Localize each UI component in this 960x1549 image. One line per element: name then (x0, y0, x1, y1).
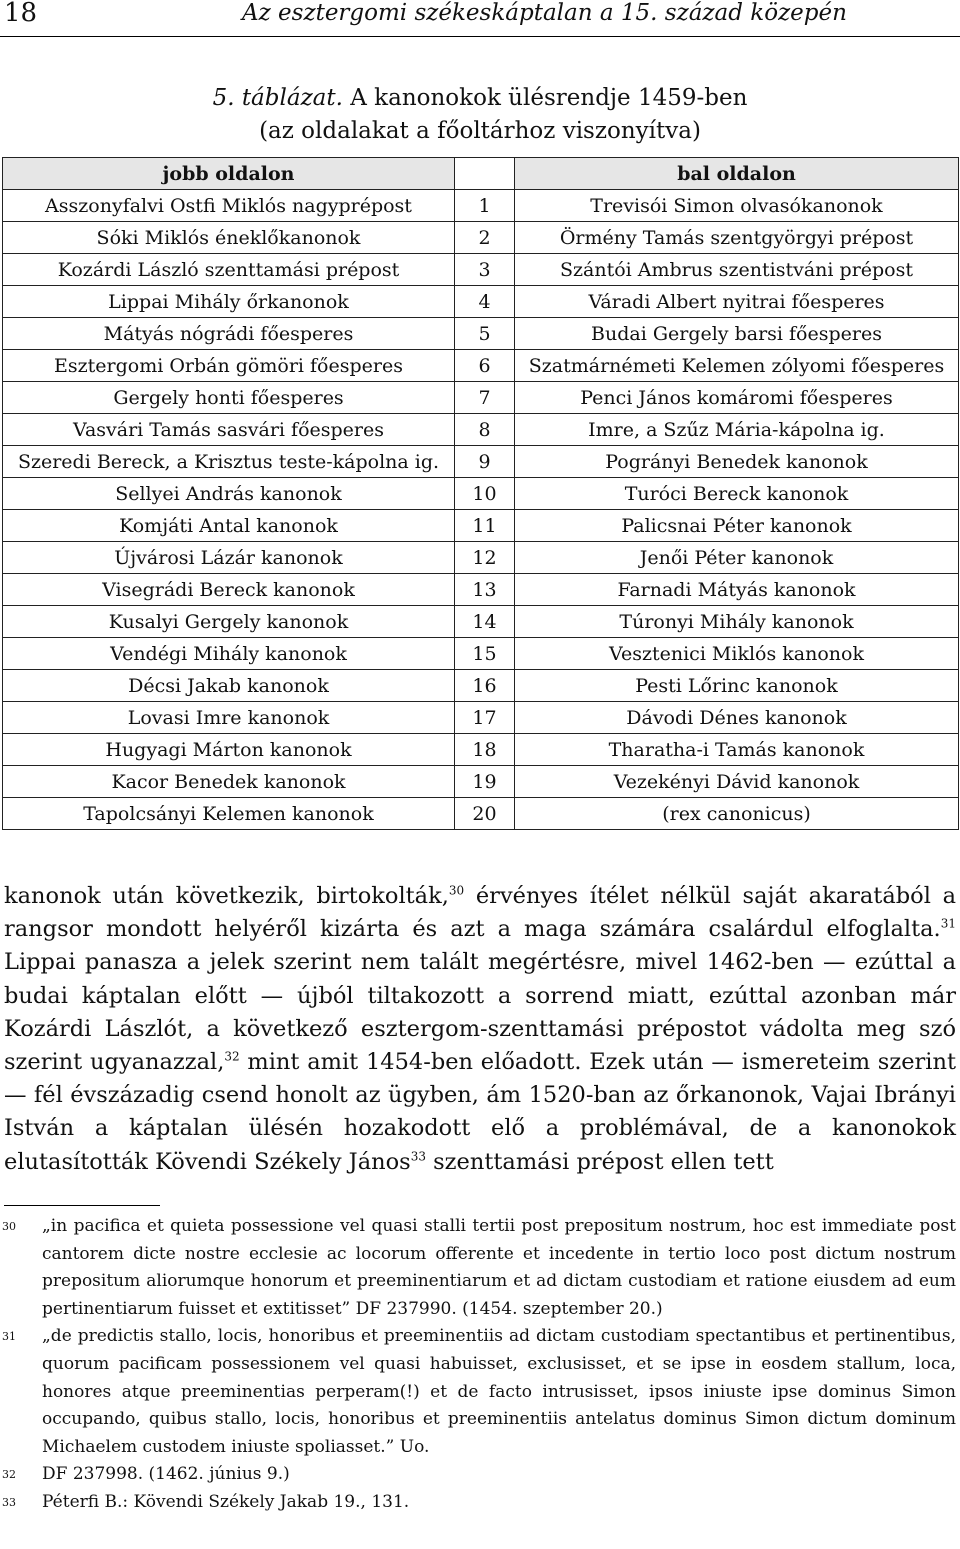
footnote-text: Péterfi B.: Kövendi Székely Jakab 19., 131. (42, 1491, 410, 1512)
seat-right-cell: Sóki Miklós éneklőkanonok (3, 222, 455, 254)
seat-left-cell: Budai Gergely barsi főesperes (515, 318, 959, 350)
seat-number-cell: 2 (455, 222, 515, 254)
footnote-number: 31 (2, 1330, 16, 1344)
footnote-text: „in pacifica et quieta possessione vel quasi stalli tertii post prepositum nostrum, hoc est immediate post cantorem dicte nostre ecclesie ac locorum offerente et incedente in tertio loco post dictum nostrum prepositum aliorumque honorum et preeminentiarum et ad dictam custodiam et ratione eiusdem ad eum pertinentiarum fuisset et extitisset” DF 237990. (1454. szeptember 20.) (42, 1216, 956, 1319)
seat-left-cell: Vesztenici Miklós kanonok (515, 638, 959, 670)
header-right-side: jobb oldalon (3, 158, 455, 190)
seat-left-cell: Dávodi Dénes kanonok (515, 702, 959, 734)
table-row (3, 318, 959, 350)
table-row (3, 222, 959, 254)
seat-right-cell: Hugyagi Márton kanonok (3, 734, 455, 766)
footnote-rule (4, 1205, 160, 1206)
table-row (3, 542, 959, 574)
header-number (455, 158, 515, 190)
footnote-number: 33 (2, 1495, 16, 1509)
seat-right-cell: Gergely honti főesperes (3, 382, 455, 414)
seat-right-cell: Visegrádi Bereck kanonok (3, 574, 455, 606)
seat-left-cell: Palicsnai Péter kanonok (515, 510, 959, 542)
seat-number-cell: 14 (455, 606, 515, 638)
caption-line-2: (az oldalakat a főoltárhoz viszonyítva) (259, 118, 701, 144)
seat-left-cell: Turóci Bereck kanonok (515, 478, 959, 510)
page-number: 18 (4, 0, 38, 28)
footnote-number: 32 (2, 1468, 16, 1482)
seat-left-cell: Pogrányi Benedek kanonok (515, 446, 959, 478)
seat-number-cell: 18 (455, 734, 515, 766)
footnote-ref[interactable]: 32 (224, 1049, 240, 1064)
seat-right-cell: Kozárdi László szenttamási prépost (3, 254, 455, 286)
seat-number-cell: 20 (455, 798, 515, 830)
table-label: 5. táblázat. (212, 85, 343, 111)
footnote-number: 30 (2, 1220, 16, 1233)
seat-number-cell: 9 (455, 446, 515, 478)
table-row (3, 766, 959, 798)
seat-left-cell: Túronyi Mihály kanonok (515, 606, 959, 638)
table-row (3, 670, 959, 702)
seat-right-cell: Kacor Benedek kanonok (3, 766, 455, 798)
seat-right-cell: Lippai Mihály őrkanonok (3, 286, 455, 318)
seat-number-cell: 1 (455, 190, 515, 222)
seat-number-cell: 5 (455, 318, 515, 350)
seat-left-cell: Farnadi Mátyás kanonok (515, 574, 959, 606)
text-segment: mint amit 1454-ben előadott. Ezek után — ismereteim szerint — fél évszázadig csend honolt az ügyben, ám 1520-ban az őrkanonok, Vajai Ibrányi István a káptalan ülésén hozakodott elő a problémával, de a kanonokok elutasították Kövendi Székely János (4, 1049, 956, 1175)
seat-left-cell: Szatmárnémeti Kelemen zólyomi főesperes (515, 350, 959, 382)
seat-right-cell: Asszonyfalvi Ostfi Miklós nagyprépost (3, 190, 455, 222)
seat-right-cell: Vasvári Tamás sasvári főesperes (3, 414, 455, 446)
seat-number-cell: 3 (455, 254, 515, 286)
seat-left-cell: Trevisói Simon olvasókanonok (515, 190, 959, 222)
text-segment: kanonok után következik, birtokolták, (4, 883, 449, 909)
footnote-ref[interactable]: 33 (410, 1149, 426, 1164)
table-row (3, 414, 959, 446)
table-body (3, 190, 959, 830)
table-row (3, 510, 959, 542)
footnote (0, 1461, 960, 1489)
table-row (3, 254, 959, 286)
seat-number-cell: 13 (455, 574, 515, 606)
text-segment: Lippai panasza a jelek szerint nem talált megértésre, mivel 1462-ben — ezúttal a budai káptalan előtt — újból tiltakozott a sorrend miatt, ezúttal azonban már Kozárdi Lászlót, a következő esztergom-szenttamási prépostot vádolta meg szó szerint ugyanazzal, (4, 949, 956, 1076)
seat-left-cell: Jenői Péter kanonok (515, 542, 959, 574)
seat-number-cell: 17 (455, 702, 515, 734)
header-left-side: bal oldalon (515, 158, 959, 190)
seat-left-cell: Szántói Ambrus szentistváni prépost (515, 254, 959, 286)
seat-left-cell: Váradi Albert nyitrai főesperes (515, 286, 959, 318)
seat-right-cell: Tapolcsányi Kelemen kanonok (3, 798, 455, 830)
seat-left-cell: Vezekényi Dávid kanonok (515, 766, 959, 798)
seat-right-cell: Lovasi Imre kanonok (3, 702, 455, 734)
text-segment: érvényes ítélet nélkül saját akaratából a rangsor mondott helyéről kizárta és azt a maga számára csalárdul elfoglalta. (4, 883, 956, 943)
body-paragraph (4, 880, 956, 1179)
seat-left-cell: Pesti Lőrinc kanonok (515, 670, 959, 702)
table-row (3, 382, 959, 414)
seat-right-cell: Sellyei András kanonok (3, 478, 455, 510)
seat-right-cell: Mátyás nógrádi főesperes (3, 318, 455, 350)
seat-number-cell: 11 (455, 510, 515, 542)
table-caption (0, 82, 960, 148)
table-row (3, 702, 959, 734)
footnote-ref[interactable]: 31 (940, 916, 956, 931)
table-row (3, 606, 959, 638)
seat-number-cell: 19 (455, 766, 515, 798)
footnotes (0, 1213, 960, 1517)
page-header (0, 0, 960, 37)
table-row (3, 190, 959, 222)
footnote (0, 1213, 960, 1323)
seat-right-cell: Szeredi Bereck, a Krisztus teste-kápolna ig. (3, 446, 455, 478)
footnote (0, 1323, 960, 1461)
footnote (0, 1489, 960, 1517)
seat-number-cell: 10 (455, 478, 515, 510)
footnote-text: DF 237998. (1462. június 9.) (42, 1464, 290, 1485)
seat-left-cell: Tharatha-i Tamás kanonok (515, 734, 959, 766)
seat-left-cell: Penci János komáromi főesperes (515, 382, 959, 414)
seat-right-cell: Vendégi Mihály kanonok (3, 638, 455, 670)
table-row (3, 574, 959, 606)
table-row (3, 638, 959, 670)
table-row (3, 798, 959, 830)
table-row (3, 286, 959, 318)
seat-number-cell: 16 (455, 670, 515, 702)
seat-number-cell: 12 (455, 542, 515, 574)
footnote-text: „de predictis stallo, locis, honoribus et preeminentiis ad dictam custodiam spectantibus et pertinentibus, quorum pacificam possessionem vel quasi habuisset, exclusisset, et se ipse in eosdem stallum, loca, honores atque preeminentias perperam(!) et de facto intrusisset, ipsos iniuste ipse dominus Simon occupando, quibus stallo, locis, honoribus et preeminentiis antelatus dominus Simon dictum dominum Michaelem custodem iniuste spoliasset.” Uo. (42, 1326, 956, 1457)
seat-right-cell: Komjáti Antal kanonok (3, 510, 455, 542)
table-header-row (3, 158, 959, 190)
seat-number-cell: 7 (455, 382, 515, 414)
seat-right-cell: Kusalyi Gergely kanonok (3, 606, 455, 638)
seat-left-cell: (rex canonicus) (515, 798, 959, 830)
seat-number-cell: 6 (455, 350, 515, 382)
seating-table (2, 157, 959, 830)
seat-number-cell: 8 (455, 414, 515, 446)
caption-line-1: A kanonokok ülésrendje 1459-ben (342, 85, 748, 111)
table-row (3, 446, 959, 478)
seat-right-cell: Újvárosi Lázár kanonok (3, 542, 455, 574)
seat-right-cell: Esztergomi Orbán gömöri főesperes (3, 350, 455, 382)
table-row (3, 350, 959, 382)
table-row (3, 734, 959, 766)
seat-number-cell: 4 (455, 286, 515, 318)
seat-right-cell: Décsi Jakab kanonok (3, 670, 455, 702)
seat-left-cell: Imre, a Szűz Mária-kápolna ig. (515, 414, 959, 446)
seat-left-cell: Örmény Tamás szentgyörgyi prépost (515, 222, 959, 254)
running-title: Az esztergomi székeskáptalan a 15. század közepén (242, 0, 847, 26)
footnote-ref[interactable]: 30 (448, 883, 465, 898)
seat-number-cell: 15 (455, 638, 515, 670)
table-row (3, 478, 959, 510)
text-segment: szenttamási prépost ellen tett (425, 1148, 774, 1175)
body-text (4, 880, 956, 1179)
